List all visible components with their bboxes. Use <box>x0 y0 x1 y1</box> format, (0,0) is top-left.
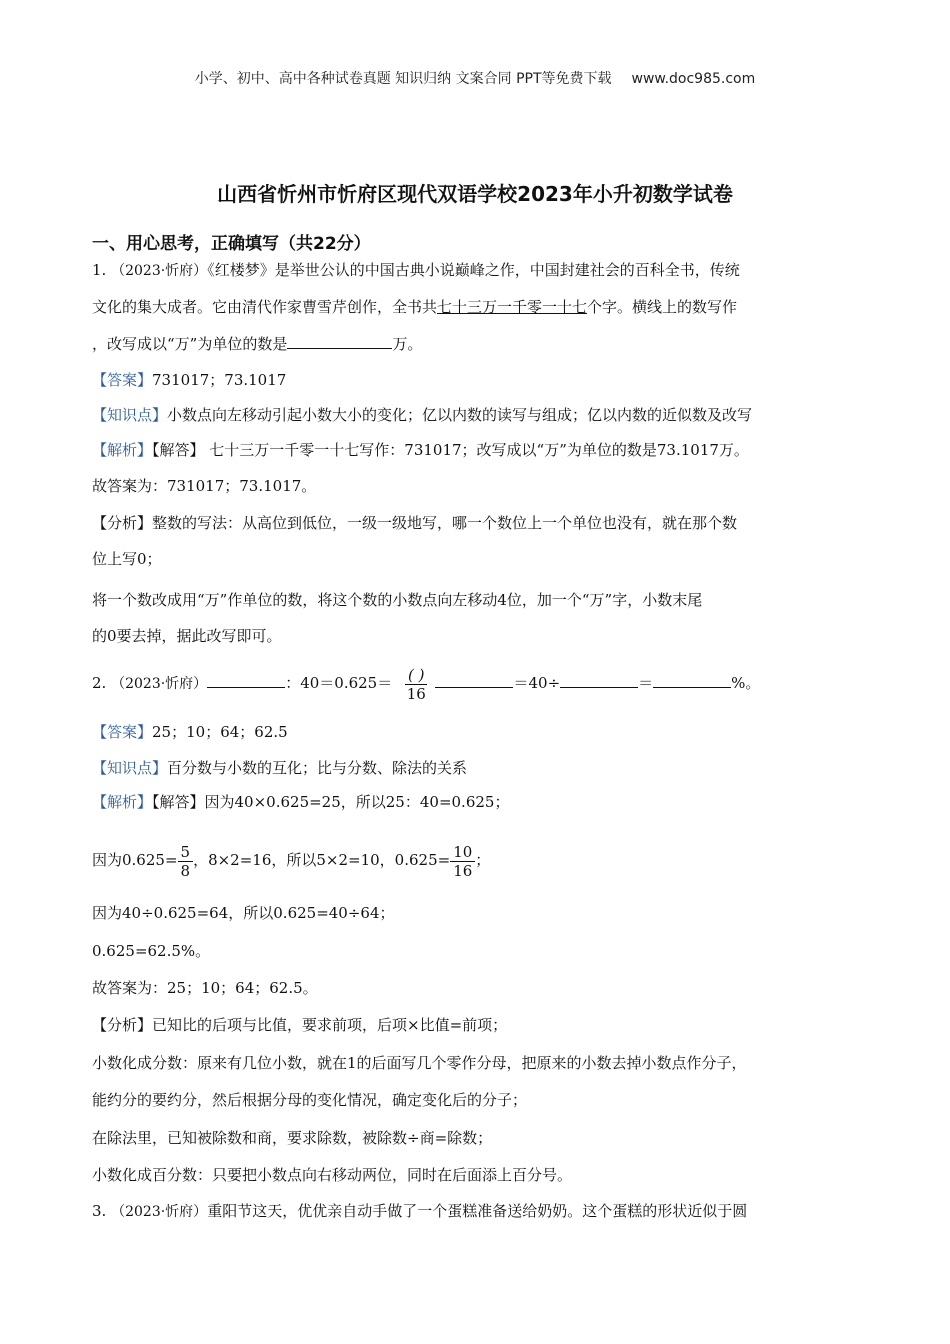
q1-conclusion: 故答案为：731017；73.1017。 <box>92 477 317 495</box>
q1-line1 <box>92 260 740 281</box>
q2-line5: 故答案为：25；10；64；62.5。 <box>92 979 318 997</box>
q2-analysis-text: 【解答】因为40×0.625=25，所以25：40=0.625； <box>152 793 510 811</box>
q3-text-1: 重阳节这天，优优亲自动手做了一个蛋糕准备送给奶奶。这个蛋糕的形状近似于圆 <box>207 1202 748 1220</box>
q1-number: 1. <box>92 261 107 279</box>
q1-method-4: 的0要去掉，据此改写即可。 <box>92 627 282 645</box>
q2-text-l2c: ； <box>475 851 491 869</box>
q2-line3: 因为40÷0.625=64，所以0.625=40÷64； <box>92 904 395 922</box>
q2-answer <box>92 722 288 742</box>
q2-method-5: 小数化成百分数：只要把小数点向右移动两位，同时在后面添上百分号。 <box>92 1166 573 1184</box>
q3-line1 <box>92 1201 747 1222</box>
answer-tag: 【答案】 <box>92 723 153 741</box>
fraction-10-16 <box>450 843 475 880</box>
q2-line4: 0.625=62.5%。 <box>92 942 211 960</box>
q3-source: （2023·忻府） <box>111 1204 208 1220</box>
q2-text-4: %。 <box>731 674 761 692</box>
q2-blank-2[interactable] <box>435 673 513 688</box>
exam-title: 山西省忻州市忻府区现代双语学校2023年小升初数学试卷 <box>217 182 733 206</box>
q2-text-2: ＝40÷ <box>513 674 561 692</box>
analysis-tag: 【解析】 <box>92 793 153 811</box>
q2-knowledge-text: 百分数与小数的互化；比与分数、除法的关系 <box>167 759 468 777</box>
q2-fraction <box>405 666 427 703</box>
q1-underlined-number: 七十三万一千零一十七 <box>437 298 588 316</box>
q1-knowledge <box>92 405 752 425</box>
analysis-tag: 【解析】 <box>92 441 153 459</box>
q2-fraction-line <box>92 840 490 880</box>
q2-blank-1[interactable] <box>207 673 285 688</box>
fraction-5-8 <box>178 843 194 880</box>
q1-text-2b: 个字。横线上的数写作 <box>587 298 738 316</box>
fraction-numerator: 10 <box>450 843 475 862</box>
q1-text-1: 《红楼梦》是举世公认的中国古典小说巅峰之作，中国封建社会的百科全书，传统 <box>207 261 740 279</box>
q2-answer-text: 25；10；64；62.5 <box>152 723 288 741</box>
q3-number: 3. <box>92 1202 107 1220</box>
header-url[interactable]: www.doc985.com <box>631 71 756 87</box>
q2-text-1: ：40＝0.625＝ <box>285 674 393 692</box>
q1-method-2: 位上写0； <box>92 550 162 568</box>
q1-method-3: 将一个数改成用“万”作单位的数，将这个数的小数点向左移动4位，加一个“万”字，小数末尾 <box>92 591 703 609</box>
q2-blank-3[interactable] <box>560 673 638 688</box>
knowledge-tag: 【知识点】 <box>92 406 168 424</box>
q2-method-1: 【分析】已知比的后项与比值，要求前项，后项×比值=前项； <box>92 1016 508 1034</box>
q2-method-2: 小数化成分数：原来有几位小数，就在1的后面写几个零作分母，把原来的小数去掉小数点作分子， <box>92 1054 747 1072</box>
q1-analysis <box>92 440 749 460</box>
q1-text-3b: 万。 <box>392 335 423 353</box>
q2-text-l2b: ，8×2=16，所以5×2=10，0.625= <box>193 851 451 869</box>
q2-blank-4[interactable] <box>653 673 731 688</box>
q2-analysis <box>92 792 509 812</box>
q2-source: （2023·忻府） <box>111 676 208 692</box>
q1-answer-blank[interactable] <box>287 334 392 349</box>
q1-line2 <box>92 297 737 317</box>
q2-method-4: 在除法里，已知被除数和商，要求除数，被除数÷商=除数； <box>92 1129 493 1147</box>
q2-line1 <box>92 663 760 704</box>
q2-method-3: 能约分的要约分，然后根据分母的变化情况，确定变化后的分子； <box>92 1091 528 1109</box>
q2-text-l2a: 因为0.625= <box>92 851 178 869</box>
answer-tag: 【答案】 <box>92 371 153 389</box>
fraction-denominator: 16 <box>453 861 473 880</box>
section-heading: 一、用心思考，正确填写（共22分） <box>92 234 371 254</box>
q1-source: （2023·忻府） <box>111 263 208 279</box>
q1-answer-text: 731017；73.1017 <box>152 371 287 389</box>
q2-number: 2. <box>92 674 107 692</box>
q1-analysis-text: 【解答】 七十三万一千零一十七写作：731017；改写成以“万”为单位的数是73.1017万。 <box>152 441 749 459</box>
q2-text-3: ＝ <box>638 674 654 692</box>
fraction-denominator: 8 <box>180 861 191 880</box>
q1-text-2a: 文化的集大成者。它由清代作家曹雪芹创作，全书共 <box>92 298 438 316</box>
q2-fraction-denominator: 16 <box>406 684 426 703</box>
q2-knowledge <box>92 758 467 778</box>
q1-text-3a: ，改写成以“万”为单位的数是 <box>92 335 288 353</box>
q2-fraction-numerator: ( ) <box>405 666 427 685</box>
q1-method-1: 【分析】整数的写法：从高位到低位，一级一级地写，哪一个数位上一个单位也没有，就在那个数 <box>92 514 738 532</box>
q1-knowledge-text: 小数点向左移动引起小数大小的变化；亿以内数的读写与组成；亿以内数的近似数及改写 <box>167 406 753 424</box>
fraction-numerator: 5 <box>178 843 194 862</box>
q1-line3 <box>92 334 422 354</box>
page-header <box>0 68 950 88</box>
header-text: 小学、初中、高中各种试卷真题 知识归纳 文案合同 PPT等免费下载 <box>194 71 612 87</box>
knowledge-tag: 【知识点】 <box>92 759 168 777</box>
q1-answer <box>92 370 286 390</box>
